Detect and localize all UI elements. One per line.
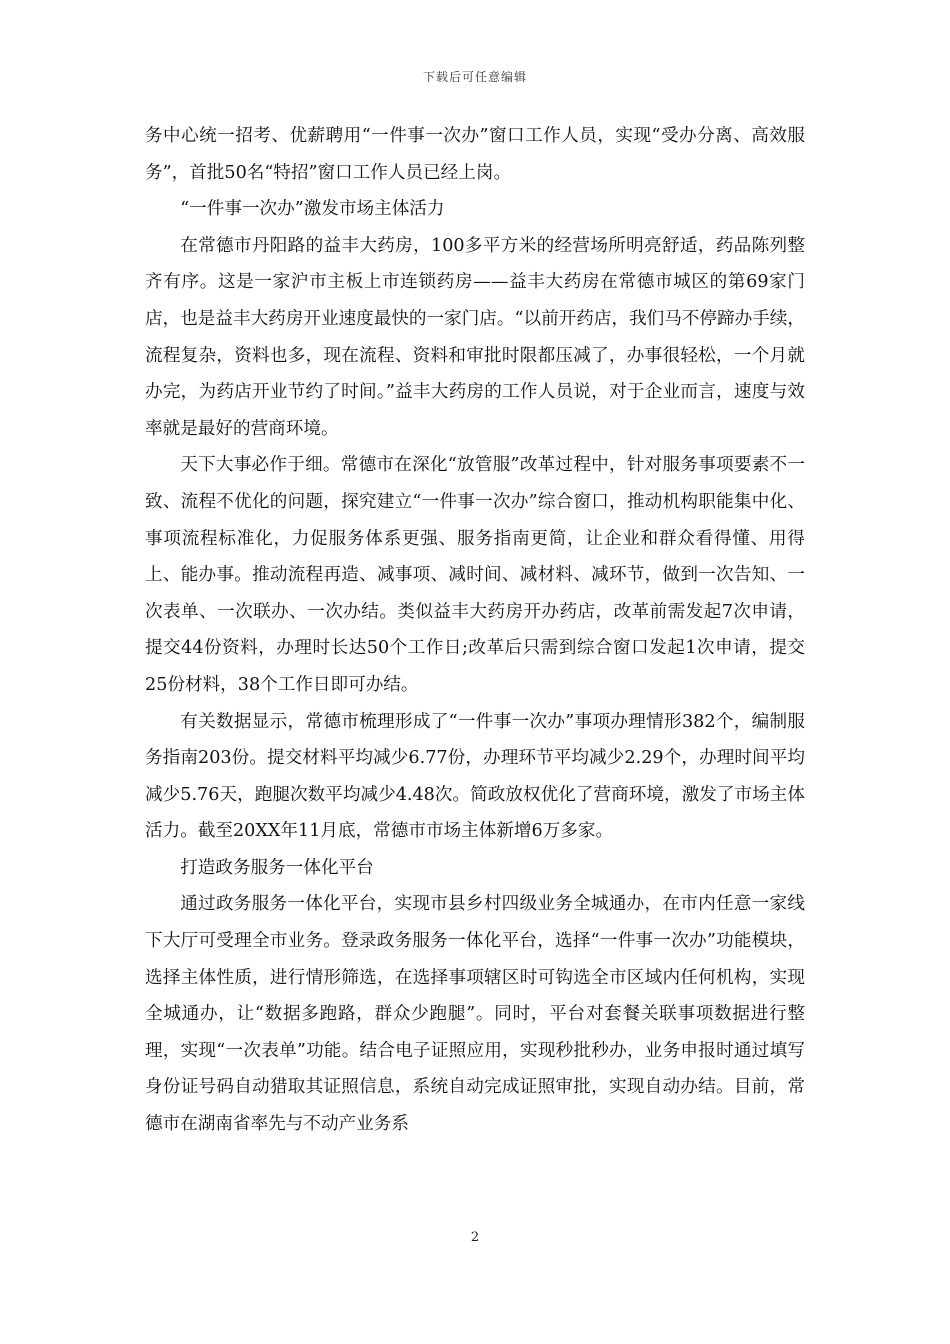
document-body — [145, 118, 805, 1143]
page-header: 下载后可任意编辑 — [422, 70, 527, 84]
paragraph-pharmacy: 在常德市丹阳路的益丰大药房，100多平方米的经营场所明亮舒适，药品陈列整齐有序。这是一家沪市主板上市连锁药房——益丰大药房在常德市城区的第69家门店，也是益丰大药房开业速度最快的一家门店。“以前开药店，我们马不停蹄办手续，流程复杂，资料也多，现在流程、资料和审批时限都压减了，办事很轻松，一个月就办完，为药店开业节约了时间。”益丰大药房的工作人员说，对于企业而言，速度与效率就是最好的营商环境。 — [145, 235, 805, 439]
page-number: 2 — [470, 1230, 480, 1245]
paragraph-continuation: 务中心统一招考、优薪聘用“一件事一次办”窗口工作人员，实现“受办分离、高效服务”，首批50名“特招”窗口工作人员已经上岗。 — [145, 126, 805, 183]
section-heading-market-vitality: “一件事一次办”激发市场主体活力 — [180, 199, 445, 220]
paragraph-statistics: 有关数据显示，常德市梳理形成了“一件事一次办”事项办理情形382个，编制服务指南203份。提交材料平均减少6.77份，办理环节平均减少2.29个，办理时间平均减少5.76天，跑腿次数平均减少4.48次。简政放权优化了营商环境，激发了市场主体活力。截至20XX年11月底，常德市市场主体新增6万多家。 — [145, 711, 805, 842]
paragraph-reform: 天下大事必作于细。常德市在深化“放管服”改革过程中，针对服务事项要素不一致、流程不优化的问题，探究建立“一件事一次办”综合窗口，推动机构职能集中化、事项流程标准化，力促服务体系更强、服务指南更简，让企业和群众看得懂、用得上、能办事。推动流程再造、减事项、减时间、减材料、减环节，做到一次告知、一次表单、一次联办、一次办结。类似益丰大药房开办药店，改革前需发起7次申请，提交44份资料，办理时长达50个工作日;改革后只需到综合窗口发起1次申请，提交25份材料，38个工作日即可办结。 — [145, 455, 805, 695]
paragraph-platform: 通过政务服务一体化平台，实现市县乡村四级业务全城通办，在市内任意一家线下大厅可受理全市业务。登录政务服务一体化平台，选择“一件事一次办”功能模块，选择主体性质，进行情形筛选，在选择事项辖区时可钩选全市区域内任何机构，实现全城通办，让“数据多跑路，群众少跑腿”。同时，平台对套餐关联事项数据进行整理，实现“一次表单”功能。结合电子证照应用，实现秒批秒办，业务申报时通过填写身份证号码自动猎取其证照信息，系统自动完成证照审批，实现自动办结。目前，常德市在湖南省率先与不动产业务系 — [145, 894, 805, 1135]
section-heading-platform: 打造政务服务一体化平台 — [180, 857, 374, 878]
